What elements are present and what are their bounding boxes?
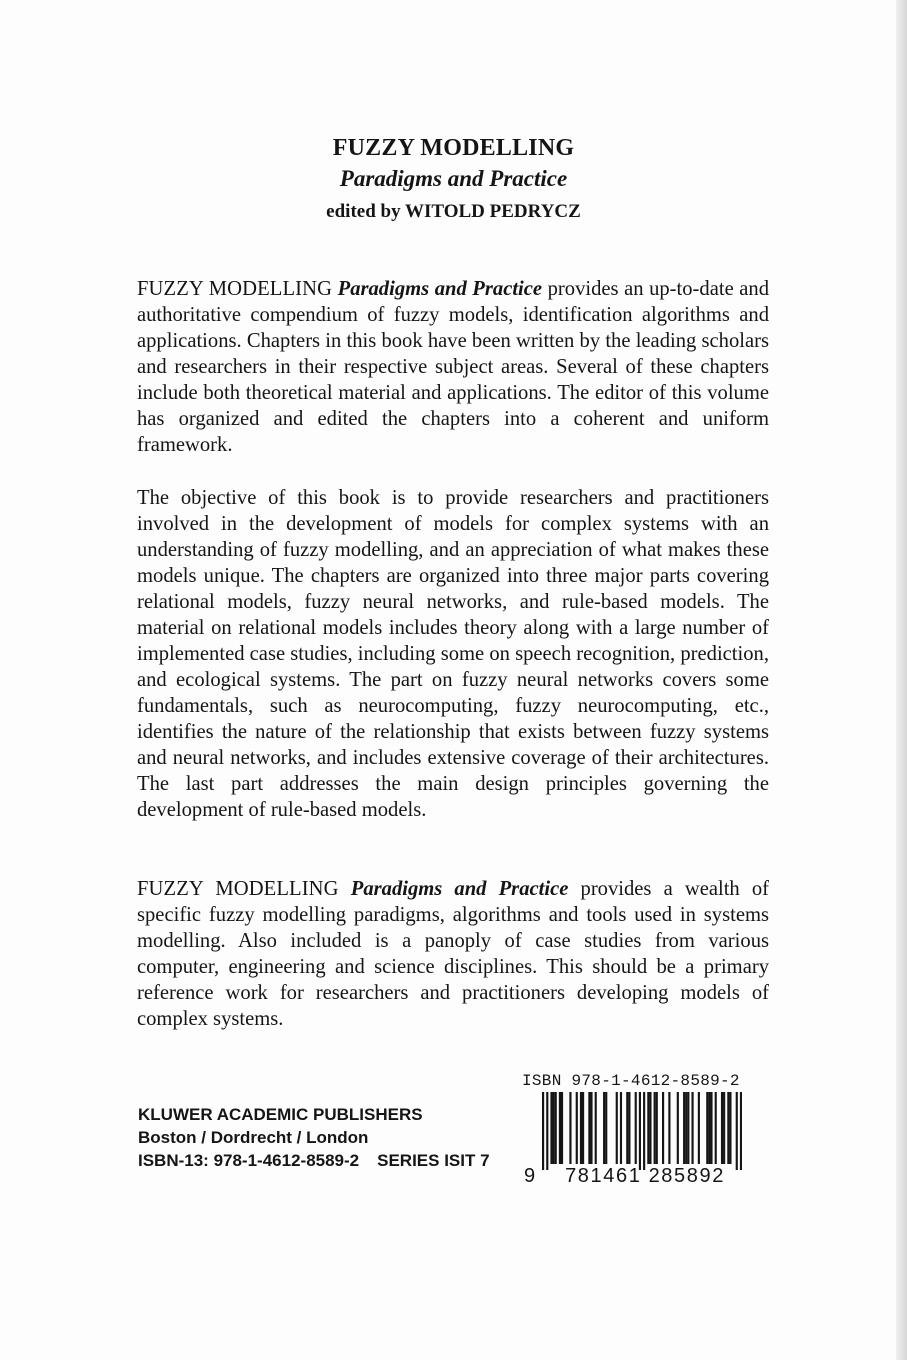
paragraph-text: The objective of this book is to provide researchers and practitioners involved in the development of models for complex systems with an understanding of fuzzy modelling, and an appreciation of what makes these models unique. The chapters are organized into three major parts covering relational models, fuzzy neural networks, and rule-based models. The material on relational models includes theory along with a large number of implemented case studies, including some on speech recognition, prediction, and ecological systems. The part on fuzzy neural networks covers some fundamentals, such as neurocomputing, fuzzy neurocomputing, etc., identifies the nature of the relationship that exists between fuzzy systems and neural networks, and includes extensive coverage of their architectures. The last part addresses the main design principles governing the development of rule-based models. [137,487,769,821]
barcode-isbn-label: ISBN 978-1-4612-8589-2 [522,1072,740,1090]
barcode-bar-5 [559,1092,561,1164]
description-paragraph-1 [137,276,769,458]
barcode-bar-30 [683,1092,685,1164]
barcode-bars [542,1092,742,1170]
book-title: FUZZY MODELLING [332,135,575,161]
barcode-bar-6 [561,1092,563,1164]
barcode-bar-26 [656,1092,658,1164]
barcode-digits: 781461 285892 [565,1165,725,1187]
description-paragraph-3 [137,876,769,1032]
description-paragraph-2 [137,485,769,823]
barcode-bar-1 [546,1092,548,1170]
barcode-bar-33 [691,1092,693,1164]
publisher-isbn-line [138,1149,490,1172]
barcode [522,1072,754,1190]
inline-title: FUZZY MODELLING [137,278,333,300]
publisher-name: KLUWER ACADEMIC PUBLISHERS [138,1105,423,1124]
barcode-bar-28 [668,1092,670,1164]
publisher-info [138,1103,490,1172]
barcode-bar-23 [647,1092,649,1164]
title-block [0,132,907,230]
barcode-bar-8 [576,1092,578,1164]
barcode-bar-15 [605,1092,607,1164]
barcode-bar-24 [649,1092,651,1164]
barcode-bar-19 [628,1092,630,1164]
isbn-13: ISBN-13: 978-1-4612-8589-2 [138,1151,360,1170]
inline-subtitle: Paradigms and Practice [350,878,569,900]
barcode-bar-42 [729,1092,731,1164]
barcode-bar-29 [677,1092,679,1164]
barcode-bar-3 [553,1092,555,1164]
barcode-bar-38 [715,1092,717,1164]
barcode-bar-35 [706,1092,708,1164]
barcode-bar-2 [550,1092,552,1164]
page-edge [896,0,907,1360]
paragraph-text: provides an up-to-date and authoritative compendium of fuzzy models, identification algorithms and applications. Chapters in this book have been written by the leading scholars and researchers in their respective subject areas. Several of these chapters include both theoretical material and applications. The editor of this volume has organized and edited the chapters into a coherent and uniform framework. [137,278,770,456]
series-label: SERIES ISIT 7 [377,1151,490,1170]
paragraph-text: provides a wealth of specific fuzzy modelling paradigms, algorithms and tools used in systems modelling. Also included is a panoply of case studies from various computer, engineering and science disciplines. This should be a primary reference work for researchers and practitioners developing models of complex systems. [137,878,770,1030]
barcode-bar-12 [590,1092,592,1164]
barcode-bar-21 [639,1092,641,1170]
barcode-bar-22 [643,1092,645,1170]
barcode-bar-4 [555,1092,557,1164]
barcode-bar-7 [569,1092,571,1164]
book-subtitle: Paradigms and Practice [339,166,568,191]
barcode-bar-10 [582,1092,584,1164]
barcode-bar-18 [626,1092,628,1164]
barcode-bar-13 [595,1092,597,1164]
inline-title: FUZZY MODELLING [137,878,339,900]
barcode-bar-40 [723,1092,725,1164]
inline-subtitle: Paradigms and Practice [337,278,543,300]
barcode-bar-20 [635,1092,637,1164]
barcode-bar-43 [736,1092,738,1170]
publisher-cities: Boston / Dordrecht / London [138,1128,369,1147]
barcode-first-digit: 9 [524,1165,536,1187]
book-editor: edited by WITOLD PEDRYCZ [326,201,581,222]
barcode-bar-44 [740,1092,742,1170]
barcode-bar-36 [708,1092,710,1164]
barcode-bar-25 [654,1092,656,1164]
barcode-bar-34 [698,1092,700,1164]
barcode-bar-17 [620,1092,622,1164]
barcode-bar-11 [588,1092,590,1164]
barcode-bar-41 [727,1092,729,1164]
barcode-bar-37 [710,1092,712,1164]
barcode-bar-32 [687,1092,689,1164]
barcode-bar-14 [603,1092,605,1164]
barcode-bar-16 [616,1092,618,1164]
barcode-bar-39 [721,1092,723,1164]
barcode-bar-0 [542,1092,544,1170]
barcode-bar-31 [685,1092,687,1164]
barcode-bar-27 [662,1092,664,1164]
barcode-bar-9 [580,1092,582,1164]
